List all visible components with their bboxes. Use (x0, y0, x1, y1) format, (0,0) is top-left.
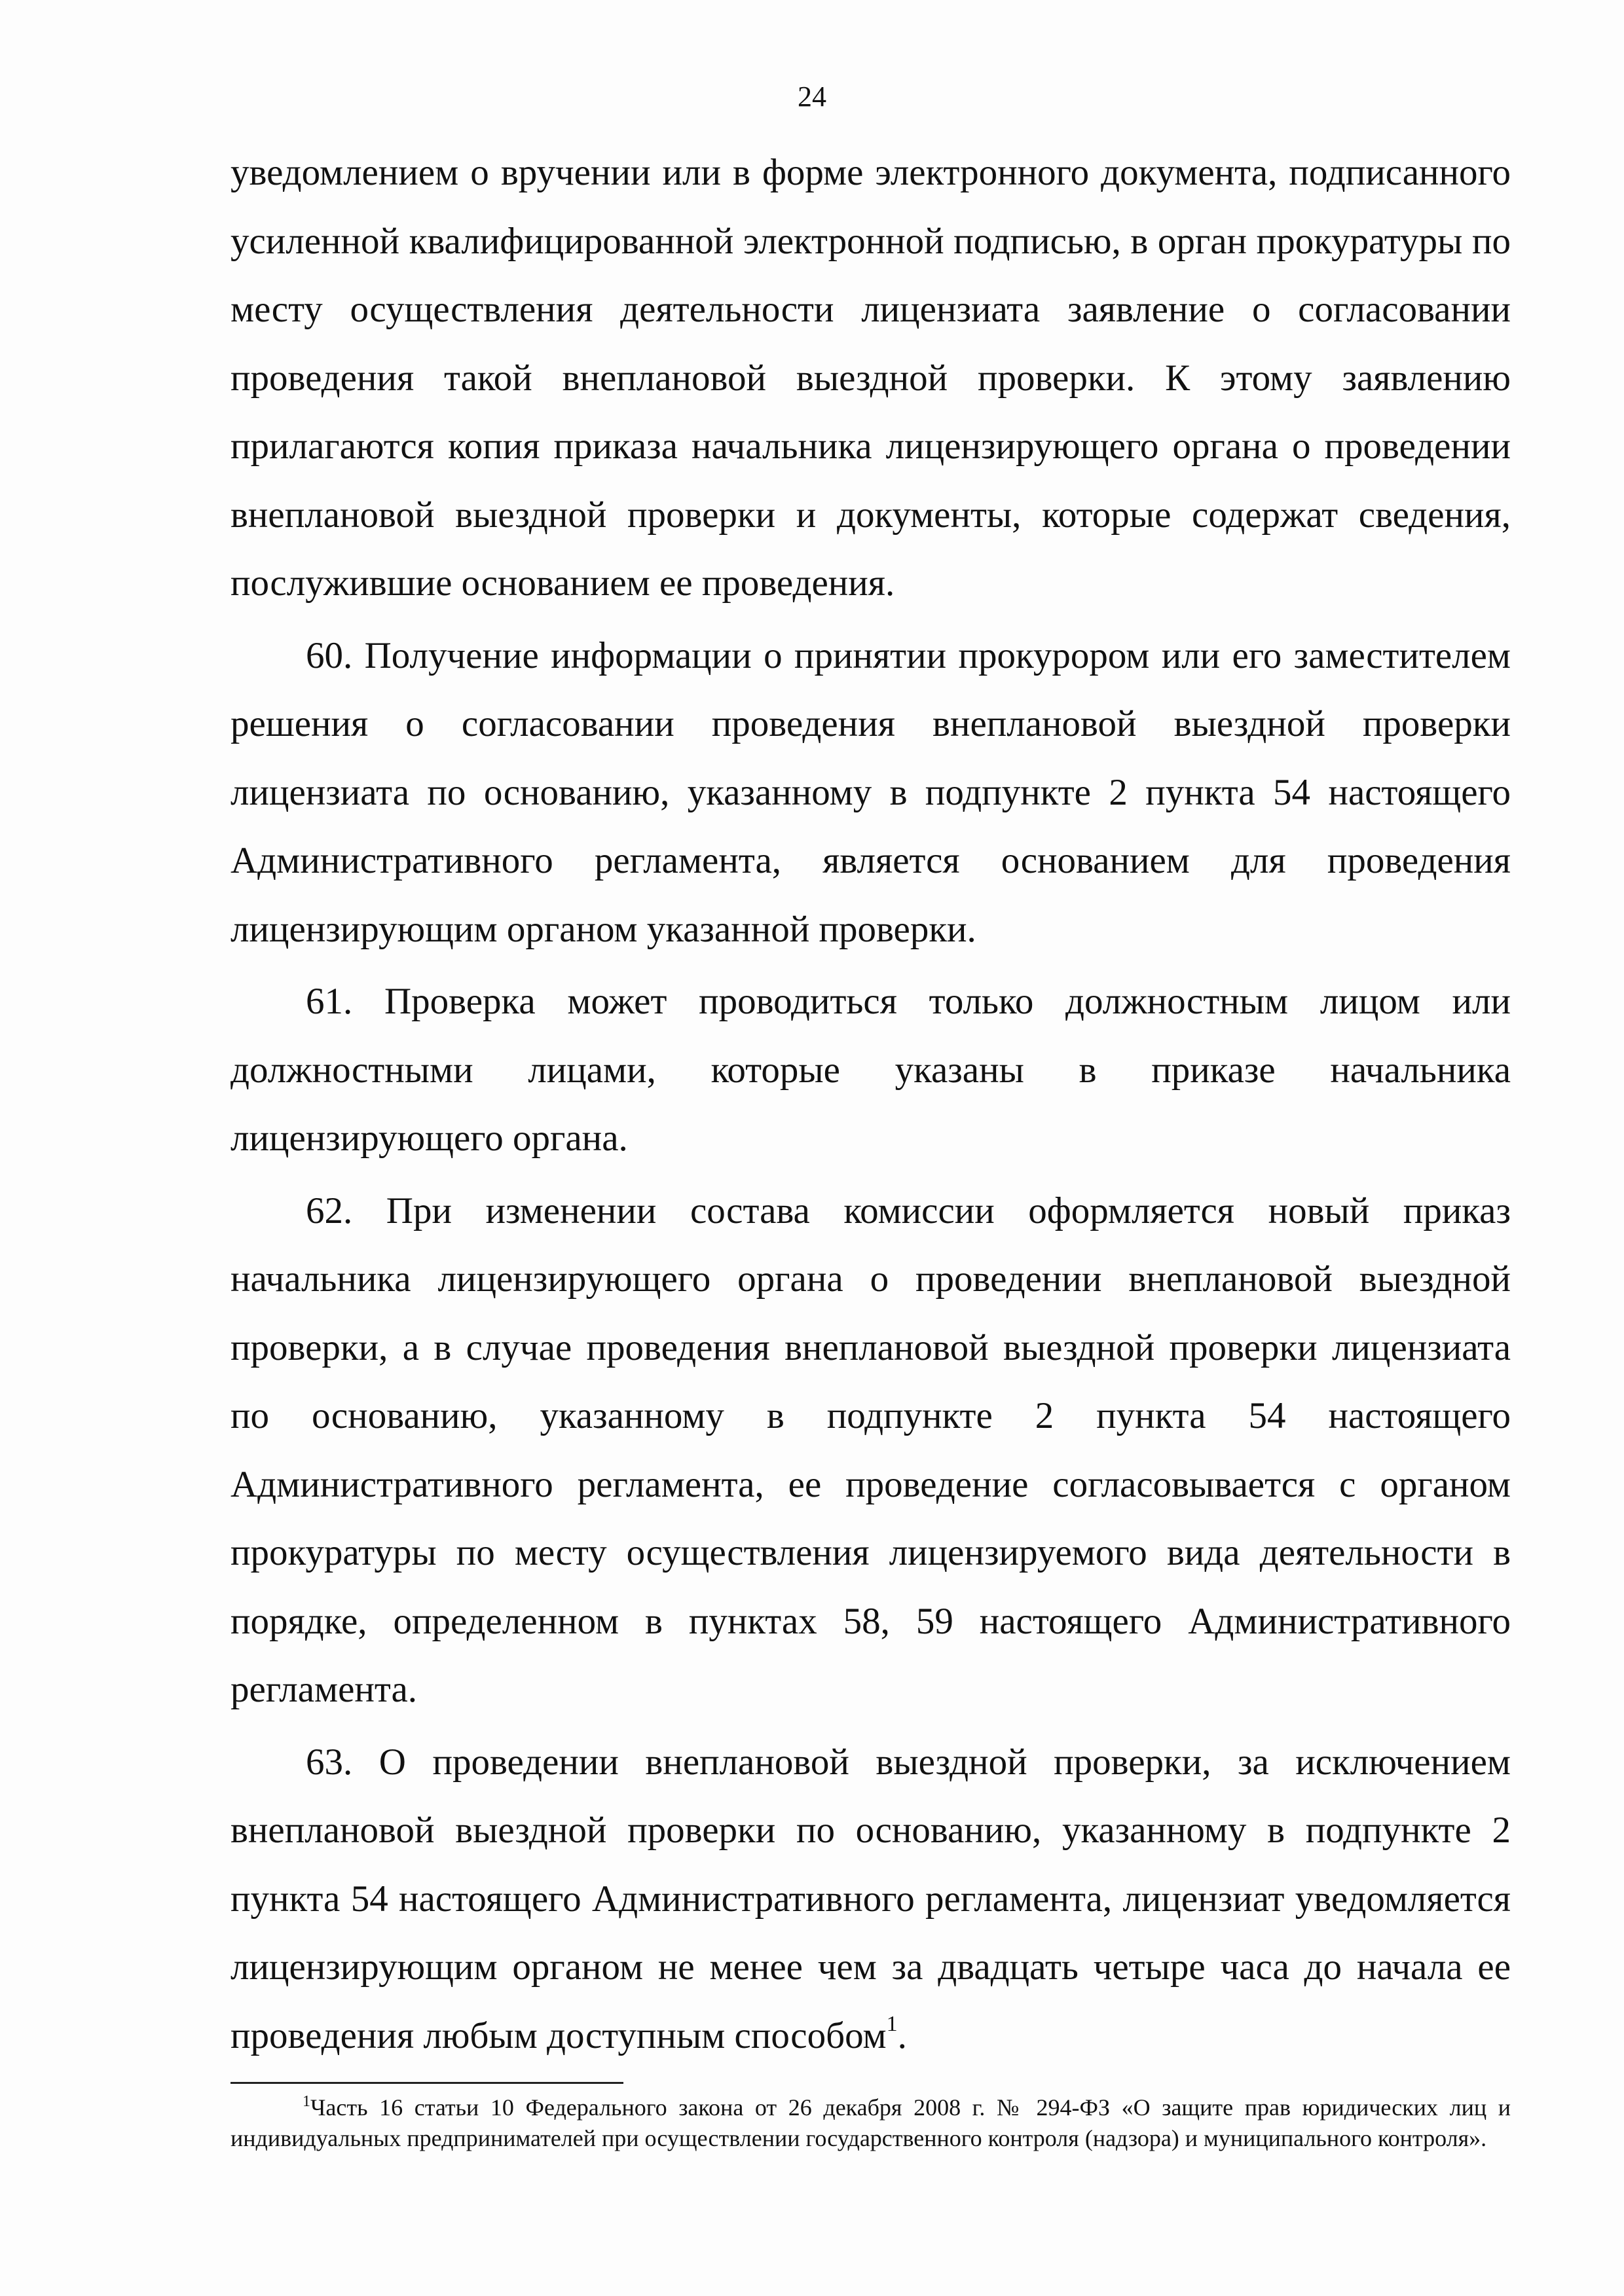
footnote-mark: 1 (303, 2093, 310, 2110)
paragraph-63-text: 63. О проведении внеплановой выездной проверки, за исключением внеплановой выездной проверки по основанию, указанному в подпункте 2 пункта 54 настоящего Административного регламента, лицензиат уведомляется лицензирующим органом не менее чем за двадцать четыре часа до начала ее проведения любым доступным способом (231, 1741, 1511, 2056)
body-text (231, 139, 1511, 2070)
paragraph-61: 61. Проверка может проводиться только должностным лицом или должностными лицами, которые указаны в приказе начальника лицензирующего органа. (231, 981, 1511, 1159)
footnote-1 (231, 2092, 1511, 2154)
footnote-reference[interactable]: 1 (886, 2011, 898, 2036)
paragraph-continuation: уведомлением о вручении или в форме электронного документа, подписанного усиленной квалифицированной электронной подписью, в орган прокуратуры по месту осуществления деятельности лицензиата заявление о согласовании проведения такой внеплановой выездной проверки. К этому заявлению прилагаются копия приказа начальника лицензирующего органа о проведении внеплановой выездной проверки и документы, которые содержат сведения, послужившие основанием ее проведения. (231, 152, 1511, 604)
page-number: 24 (798, 81, 826, 113)
paragraph-60: 60. Получение информации о принятии прокурором или его заместителем решения о согласовании проведения внеплановой выездной проверки лицензиата по основанию, указанному в подпункте 2 пункта 54 настоящего Административного регламента, является основанием для проведения лицензирующим органом указанной проверки. (231, 634, 1511, 950)
paragraph-63 (231, 1728, 1511, 2071)
paragraph-63-tail: . (897, 2014, 907, 2056)
footnote (231, 2092, 1511, 2154)
paragraph-62: 62. При изменении состава комиссии оформляется новый приказ начальника лицензирующего органа о проведении внеплановой выездной проверки, а в случае проведения внеплановой выездной проверки лицензиата по основанию, указанному в подпункте 2 пункта 54 настоящего Административного регламента, ее проведение согласовывается с органом прокуратуры по месту осуществления лицензируемого вида деятельности в порядке, определенном в пунктах 58, 59 настоящего Административного регламента. (231, 1190, 1511, 1710)
footnote-text: Часть 16 статьи 10 Федерального закона от 26 декабря 2008 г. № 294-ФЗ «О защите прав юридических лиц и индивидуальных предпринимателей при осуществлении государственного контроля (надзора) и муниципального контроля». (231, 2094, 1511, 2151)
footnote-divider (231, 2082, 623, 2084)
